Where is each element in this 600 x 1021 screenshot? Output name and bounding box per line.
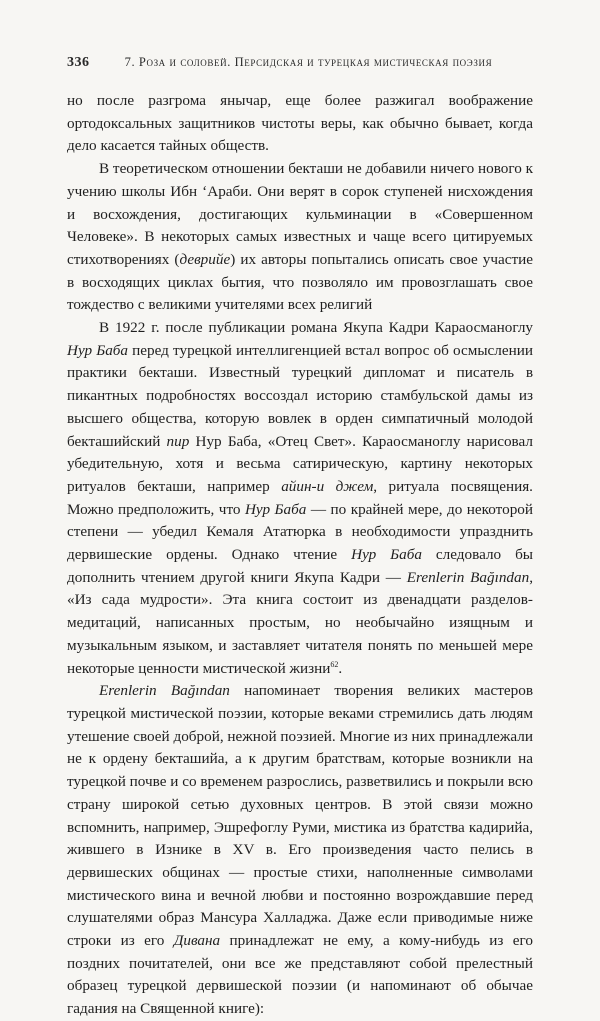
page-number: 336 bbox=[67, 55, 90, 70]
paragraph bbox=[67, 90, 533, 158]
text-run: но после разгрома янычар, еще более разжигал воображение ортодоксальных защитников чистоты веры, как обычно бывает, когда дело касается тайных обществ. bbox=[67, 92, 533, 155]
italic-run: Нур Баба bbox=[351, 546, 422, 564]
text-run: напоминает творения великих мастеров турецкой мистической поэзии, которые веками стремились дать людям утешение своей доброй, нежной поэзией. Многие из них принадлежали не к ордену бекташийа, а к другим братствам, которые возникли на турецкой почве и со временем разрослись, разветвились и покрыли всю страну широкой сетью духовных центров. В этой связи можно вспомнить, например, Эшрефоглу Руми, мистика из братства кадирийа, жившего в Изнике в XV в. Его произведения часто пелись в дервишеских общинах — простые стихи, наполненные символами мистического вина и вечной любви и постоянно возрождавшие перед слушателями образ Мансура Халладжа. Даже если приводимые ниже строки из его bbox=[67, 682, 533, 950]
text-run: В 1922 г. после публикации романа Якупа Кадри Караосманоглу bbox=[99, 319, 533, 337]
running-title: 7. Роза и соловей. Персидская и турецкая мистическая поэзия bbox=[124, 55, 493, 69]
text-run: следовало бы дополнить чтением другой книги Якупа Кадри — bbox=[67, 546, 533, 586]
italic-run: деврийе bbox=[179, 250, 231, 268]
text-run: принадлежат не ему, а кому-нибудь из его поздних почитателей, они все же представляют собой прелестный образец турецкой дервишеской поэзии (и напоминают об обычае гадания на Священной книге): bbox=[67, 932, 533, 1018]
body-text bbox=[67, 90, 533, 1021]
italic-run: Дивана bbox=[173, 932, 221, 950]
text-run: . bbox=[338, 659, 343, 677]
text-run: перед турецкой интеллигенцией встал вопрос об осмыслении практики бекташи. Известный турецкий дипломат и писатель в пикантных подробностях воссоздал историю стамбульской дамы из высшего общества, которую вовлек в орден симпатичный молодой бекташийский bbox=[67, 341, 533, 450]
text-run: , «Из сада мудрости». Эта книга состоит из двенадцати разделов-медитаций, написанных простым, но необычайно изящным и музыкальным языком, и заставляет читателя понять по меньшей мере некоторые ценности мистической жизни bbox=[67, 568, 534, 677]
paragraph bbox=[67, 317, 533, 680]
text-run: ) их авторы попытались описать свое участие в восходящих циклах бытия, что позволяло им провозглашать свое тождество с великими учителями всех религий bbox=[67, 250, 533, 314]
italic-run: Нур Баба bbox=[67, 341, 129, 359]
italic-run: Нур Баба bbox=[244, 500, 307, 518]
italic-run: Erenlerin Bağından bbox=[99, 682, 230, 700]
italic-run: пир bbox=[166, 432, 190, 450]
text-run: — по крайней мере, до некоторой степени — убедил Кемаля Ататюрка в необходимости упразднить дервишеские ордены. Однако чтение bbox=[67, 500, 534, 564]
italic-run: айин-и джем bbox=[281, 477, 374, 495]
text-run: В теоретическом отношении бекташи не добавили ничего нового к учению школы Ибн ‘Араби. Они верят в сорок ступеней нисхождения и восхождения, достигающих кульминации в «Совершенном Человеке». В некоторых самых известных и чаще всего цитируемых стихотворениях ( bbox=[67, 160, 533, 268]
text-run: Нур Баба, «Отец Свет». Караосманоглу нарисовал убедительную, хотя и весьма сатирическую, картину некоторых ритуалов бекташи, например bbox=[67, 432, 533, 495]
footnote-ref[interactable]: 62 bbox=[330, 659, 339, 669]
paragraph bbox=[67, 680, 533, 1021]
running-header bbox=[67, 55, 533, 70]
italic-run: Erenlerin Bağından bbox=[406, 568, 530, 586]
text-run: , ритуала посвящения. Можно предположить, что bbox=[67, 477, 533, 518]
paragraph bbox=[67, 158, 533, 317]
